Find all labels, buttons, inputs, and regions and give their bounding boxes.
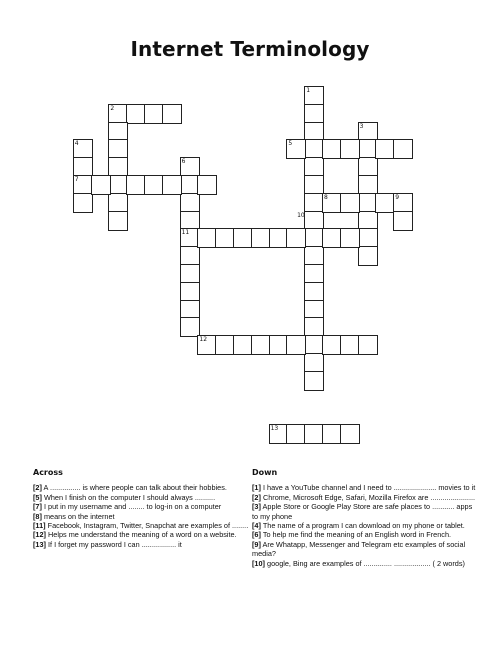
clue-number: [2]	[33, 483, 42, 493]
grid-cell[interactable]	[286, 228, 306, 248]
grid-cell[interactable]	[197, 175, 217, 195]
clue-down-4	[252, 521, 477, 530]
clue-number-label: 9	[395, 193, 400, 201]
grid-cell[interactable]	[340, 139, 360, 159]
clue-number: [13]	[33, 539, 46, 549]
clue-number: [6]	[252, 530, 261, 540]
clue-number-label: 12	[199, 336, 208, 344]
grid-cell[interactable]	[304, 371, 324, 391]
clue-across-5	[33, 493, 258, 502]
clue-down-6	[252, 530, 477, 539]
clue-number: [3]	[252, 502, 261, 512]
clue-text: To help me find the meaning of an English word in French.	[262, 530, 452, 540]
clue-down-9	[252, 540, 477, 559]
grid-cell[interactable]	[286, 335, 306, 355]
clue-text: Are Whatapp, Messenger and Telegram etc examples of social media?	[252, 539, 466, 559]
clue-text: If I forget my password I can ................. it	[48, 539, 182, 549]
clue-number: [8]	[33, 511, 42, 521]
clue-across-2	[33, 483, 258, 492]
clue-text: means on the internet	[43, 511, 115, 521]
clue-number-label: 5	[288, 140, 293, 148]
clue-number: [5]	[33, 492, 42, 502]
clue-across-13	[33, 540, 258, 549]
clue-number: [4]	[252, 521, 261, 531]
clue-number-label: 10	[297, 211, 305, 219]
down-heading: Down	[252, 468, 278, 477]
grid-cell[interactable]	[286, 139, 306, 159]
clue-down-1	[252, 483, 477, 492]
clue-number: [7]	[33, 502, 42, 512]
grid-cell[interactable]	[91, 175, 111, 195]
clue-number: [10]	[252, 558, 265, 568]
grid-cell[interactable]	[393, 211, 413, 231]
clue-number: [9]	[252, 539, 261, 549]
clue-down-3	[252, 502, 477, 521]
clue-number-label: 1	[306, 87, 311, 94]
grid-cell[interactable]	[340, 228, 360, 248]
clue-across-7	[33, 502, 258, 511]
down-clue-list	[252, 483, 477, 568]
grid-cell[interactable]	[162, 175, 182, 195]
clue-down-2	[252, 493, 477, 502]
grid-cell[interactable]	[358, 335, 378, 355]
clue-text: The name of a program I can download on my phone or tablet.	[262, 521, 465, 531]
page-title: Internet Terminology	[130, 37, 370, 61]
clue-text: I have a YouTube channel and I need to ..................... movies to it	[262, 483, 476, 493]
clue-text: google, Bing are examples of .............. .................. ( 2 words)	[267, 558, 465, 568]
grid-cell[interactable]	[162, 104, 182, 124]
grid-cell[interactable]	[73, 193, 93, 213]
clue-text: Helps me understand the meaning of a word on a website.	[48, 530, 237, 540]
clue-text: When I finish on the computer I should always ..........	[43, 492, 216, 502]
clue-number-label: 11	[181, 229, 190, 237]
clue-number: [1]	[252, 483, 261, 493]
clue-number-label: 8	[324, 193, 328, 201]
clue-across-12	[33, 530, 258, 539]
clue-number: [12]	[33, 530, 46, 540]
across-clues	[33, 468, 258, 549]
grid-cell[interactable]	[340, 424, 360, 444]
across-heading: Across	[33, 468, 63, 477]
clue-down-10	[252, 559, 477, 568]
clue-number-label: 4	[74, 140, 79, 148]
clue-number-label: 2	[110, 104, 115, 112]
down-clues	[252, 468, 477, 568]
grid-cell[interactable]	[358, 246, 378, 266]
clue-number-label: 3	[359, 122, 364, 130]
clue-text: Apple Store or Google Play Store are safe places to ........... apps to my phone	[252, 502, 473, 521]
clue-number: [11]	[33, 521, 46, 531]
grid-cell[interactable]	[108, 211, 128, 231]
grid-cell[interactable]	[340, 193, 360, 213]
clue-text: A ............... is where people can talk about their hobbies.	[43, 483, 227, 493]
clue-number-label: 7	[74, 176, 79, 183]
clue-across-11	[33, 521, 258, 530]
clue-text: Chrome, Microsoft Edge, Safari, Mozilla Firefox are ......................	[262, 492, 476, 502]
clue-number: [2]	[252, 492, 261, 502]
grid-cell[interactable]	[393, 139, 413, 159]
clue-number-label: 6	[181, 158, 186, 166]
across-clue-list	[33, 483, 258, 549]
clue-text: I put in my username and ........ to log-in on a computer	[43, 502, 222, 512]
clue-across-8	[33, 512, 258, 521]
clue-text: Facebook, Instagram, Twitter, Snapchat are examples of ........	[47, 521, 249, 531]
clue-number-label: 13	[270, 425, 279, 433]
